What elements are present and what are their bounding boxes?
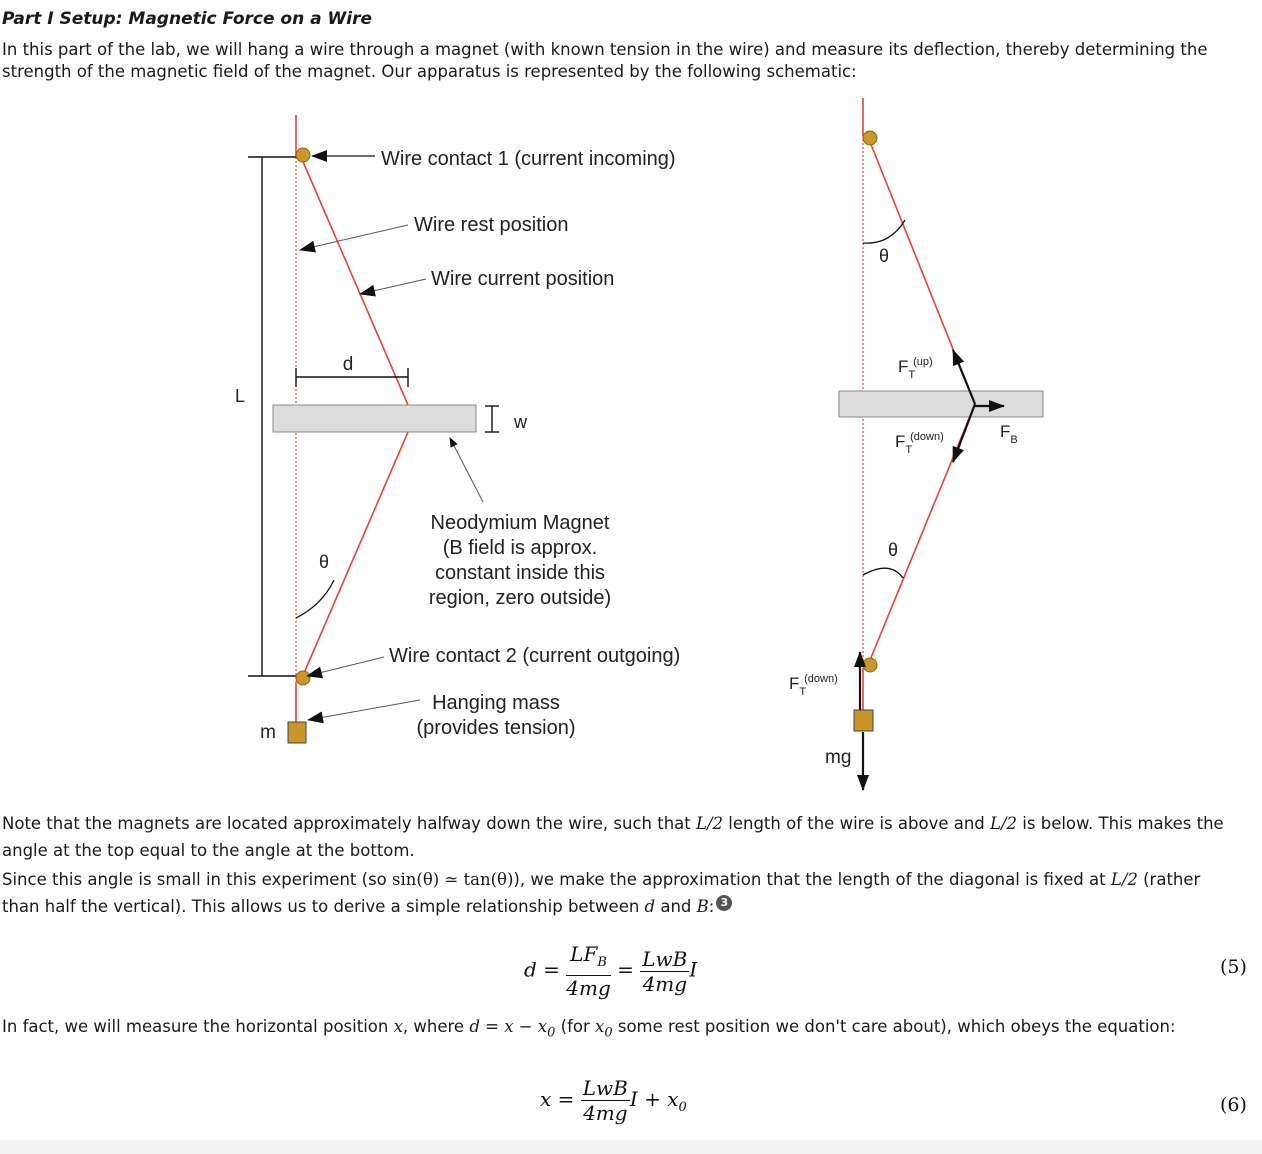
current-pointer (360, 279, 426, 294)
ft-down-label: $F_T(down)$ (895, 431, 944, 456)
theta-arc (296, 580, 334, 618)
infact-paragraph: In fact, we will measure the horizontal position x, where $d = x - x_0$ (for $x_0$ some rest position we don't care about), which obeys the equation: (2, 1017, 1176, 1041)
rest-pointer (300, 225, 408, 250)
contact2-label: Wire contact 2 (current outgoing) (389, 645, 681, 667)
w-label: w (514, 412, 527, 432)
equation-5-number: (5) (1220, 956, 1247, 978)
fbd-hanging-mass (854, 710, 873, 731)
fbd-contact-2-dot (863, 658, 877, 672)
fbd-theta-arc-bottom (863, 568, 903, 578)
mass-pointer (308, 700, 420, 720)
hanging-mass (288, 722, 306, 743)
right-diagram (789, 98, 1043, 790)
apparatus-schematic (0, 90, 1262, 800)
mass-label-1: Hanging mass (432, 692, 560, 714)
equation-5: d = $\frac{LF_B}{4mg}$ = $\frac{\text{LwB}}{4mg}$ I (524, 942, 698, 1000)
note-paragraph-1: Note that the magnets are located approximately halfway down the wire, such that L/2 length of the wire is above and L/2 is below. This makes the angle at the top equal to the angle at the bottom. (2, 814, 1224, 860)
magnet-label-1: Neodymium Magnet (430, 512, 610, 534)
ft-up-label: $F_T(up)$ (898, 356, 933, 381)
contact1-label: Wire contact 1 (current incoming) (381, 148, 676, 170)
L-label: L (234, 386, 246, 406)
mg-label: mg (825, 747, 852, 768)
fb-label: $F_B$ (1000, 422, 1018, 446)
contact2-pointer (307, 657, 384, 676)
current-label: Wire current position (431, 268, 615, 290)
fbd-magnet-rect (839, 391, 1043, 417)
fbd-contact-1-dot (863, 131, 877, 145)
left-diagram (235, 115, 680, 743)
page-footer-band (0, 1140, 1262, 1154)
magnet-label-2: (B field is approx. (442, 537, 598, 559)
note-paragraph-2: Since this angle is small in this experiment (so sin(θ) ≃ tan(θ)), we make the approximation that the length of the diagonal is fixed at L/2 (rather than half the vertical). This allows us to derive a simple relationship between d and B: 3 (2, 870, 1201, 916)
equation-6: x = $\frac{\text{LwB}}{4mg}$ $I + x_0$ (540, 1076, 687, 1125)
contact-1-dot (296, 148, 310, 162)
intro-paragraph: In this part of the lab, we will hang a wire through a magnet (with known tension in the wire) and measure its deflection, thereby determining the strength of the magnetic field of the magnet. Our apparatus is represented by the following schematic: (2, 40, 1208, 81)
contact-2-dot (296, 671, 310, 685)
fbd-theta-arc-top (863, 220, 905, 243)
fbd-theta-bottom: θ (887, 540, 899, 560)
magnet-pointer (450, 438, 483, 502)
theta-label-left: θ (318, 552, 330, 572)
fbd-theta-top: θ (878, 246, 890, 266)
m-label: m (260, 722, 276, 743)
magnet-rect (273, 405, 476, 432)
magnet-label-4: region, zero outside) (428, 587, 612, 609)
rest-label: Wire rest position (414, 214, 569, 236)
section-heading: Part I Setup: Magnetic Force on a Wire (2, 9, 373, 29)
footnote-badge[interactable]: 3 (716, 895, 732, 911)
d-label: d (342, 354, 354, 375)
magnet-label-3: constant inside this (434, 562, 606, 584)
mass-label-2: (provides tension) (416, 717, 576, 739)
ft-down2-label: $F_T(down)$ (789, 673, 838, 698)
equation-6-number: (6) (1220, 1094, 1247, 1116)
